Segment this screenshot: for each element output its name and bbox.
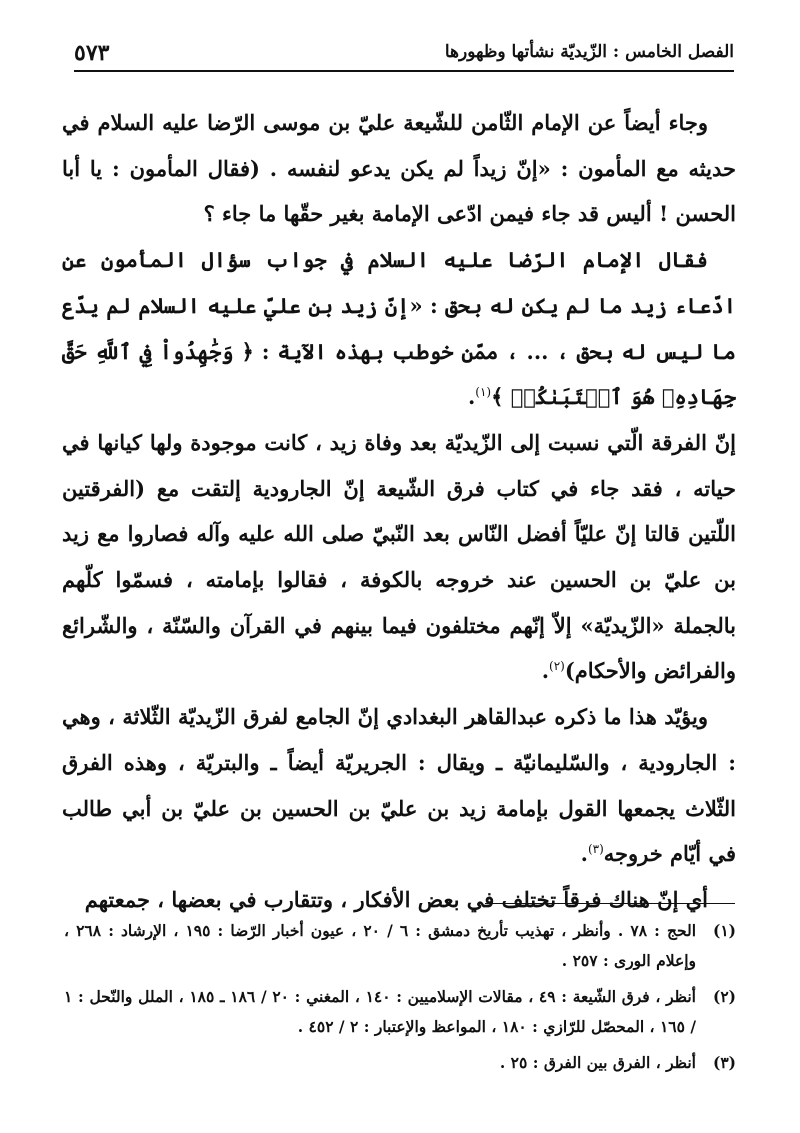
page-number: ٥٧٣ bbox=[74, 40, 110, 66]
paragraph-3-text: إنّ الفرقة الّتي نسبت إلى الزّيديّة بعد وفاة زيد ، كانت موجودة ولها كيانها في حياته ، فقد جاء في كتاب فرق الشّيعة إنّ الجارودية إلتقت مع (الفرقتين اللّتين قالتا إنّ عليّاً أفضل النّاس بعد النّبيّ صلى الله عليه وآله فصاروا مع زيد بن عليّ بن الحسين عند خروجه بالكوفة ، فقالوا بإمامته ، فسمّوا كلّهم بالجملة «الزّيديّة» إلاّ إنّهم مختلفون فيما بينهم في القرآن والسّنّة ، والشّرائع والفرائض والأحكام) bbox=[62, 429, 736, 684]
footnote-text-2: أنظر ، فرق الشّيعة : ٤٩ ، مقالات الإسلاميين : ١٤٠ ، المغني : ٢٠ / ١٨٦ ـ ١٨٥ ، الملل والنّحل : ١ / ١٦٥ ، المحصّل للرّازي : ١٨٠ ، المواعظ والإعتبار : ٢ / ٤٥٢ . bbox=[64, 987, 696, 1036]
footnote-ref-1[interactable]: (١) bbox=[475, 385, 492, 400]
footnote-number-3: (٣) bbox=[712, 1053, 736, 1072]
footnotes bbox=[64, 916, 736, 1084]
footnote-1 bbox=[64, 916, 736, 976]
footnote-ref-2[interactable]: (٢) bbox=[549, 659, 565, 674]
paragraph-2-text: فقال الإمام الرّضا عليه السلام في جواب سؤال المأمون عن ادّعاء زيد ما لم يكن له بحق : «إنّ زيد بن عليّ عليه السلام لم يدّع ما ليس له بحق ، ... ، ممّن خوطب بهذه الآية : ﴿ وَجَٰهِدُواْ فِي ٱللَّهِ حَقَّ جِهَادِهِۦ هُوَ ٱجۡتَبَىٰكُمۡ ﴾ bbox=[62, 247, 736, 410]
footnote-separator bbox=[485, 903, 735, 904]
header-rule bbox=[74, 70, 734, 72]
footnote-number-1: (١) bbox=[712, 921, 736, 940]
paragraph-2: فقال الإمام الرّضا عليه السلام في جواب سؤال المأمون عن ادّعاء زيد ما لم يكن له بحق : «إنّ زيد بن عليّ عليه السلام لم يدّع ما ليس له بحق ، ... ، ممّن خوطب بهذه الآية : ﴿ وَجَٰهِدُواْ فِي ٱللَّهِ حَقَّ جِهَادِهِۦ هُوَ ٱجۡتَبَىٰكُمۡ ﴾$^{(١)}$. bbox=[62, 247, 736, 410]
paragraph-1: وجاء أيضاً عن الإمام الثّامن للشّيعة عليّ بن موسى الرّضا عليه السلام في حديثه مع المأمون : «إنّ زيداً لم يكن يدعو لنفسه . (فقال المأمون : يا أبا الحسن ! أليس قد جاء فيمن ادّعى الإمامة بغير حقّها ما جاء ؟ bbox=[62, 110, 736, 227]
footnote-text-1: الحج : ٧٨ . وأنظر ، تهذيب تأريخ دمشق : ٦ / ٢٠ ، عيون أخبار الرّضا : ١٩٥ ، الإرشاد : ٢٦٨ ، وإعلام الورى : ٢٥٧ . bbox=[64, 921, 697, 970]
footnote-number-2: (٢) bbox=[712, 987, 736, 1006]
running-title: الفصل الخامس : الزّيديّة نشأتها وظهورها bbox=[444, 42, 734, 62]
footnote-text-3: أنظر ، الفرق بين الفرق : ٢٥ . bbox=[499, 1053, 696, 1072]
footnote-ref-3[interactable]: (٣) bbox=[587, 842, 604, 857]
main-text bbox=[62, 100, 736, 923]
paragraph-4: ويؤيّد هذا ما ذكره عبدالقاهر البغدادي إنّ الجامع لفرق الزّيديّة الثّلاثة ، وهي : الجارودية ، والسّليمانيّة ـ ويقال : الجريريّة أيضاً ـ والبتريّة ، وهذه الفرق الثّلاث يجمعها القول بإمامة زيد بن عليّ بن الحسين بن عليّ بن أبي طالب في أيّام خروجه$^{(٣)}$. bbox=[62, 704, 736, 867]
paragraph-3: إنّ الفرقة الّتي نسبت إلى الزّيديّة بعد وفاة زيد ، كانت موجودة ولها كيانها في حياته ، فقد جاء في كتاب فرق الشّيعة إنّ الجارودية إلتقت مع (الفرقتين اللّتين قالتا إنّ عليّاً أفضل النّاس بعد النّبيّ صلى الله عليه وآله فصاروا مع زيد بن عليّ بن الحسين عند خروجه بالكوفة ، فقالوا بإمامته ، فسمّوا كلّهم بالجملة «الزّيديّة» إلاّ إنّهم مختلفون فيما بينهم في القرآن والسّنّة ، والشّرائع والفرائض والأحكام)$^{(٢)}$. bbox=[62, 429, 736, 684]
paragraph-5: أي إنّ هناك فرقاً تختلف في بعض الأفكار ، وتتقارب في بعضها ، جمعتهم bbox=[84, 886, 708, 912]
footnote-3 bbox=[64, 1048, 736, 1078]
footnote-2 bbox=[64, 982, 736, 1042]
page-header bbox=[66, 38, 734, 72]
paragraph-4-text: ويؤيّد هذا ما ذكره عبدالقاهر البغدادي إنّ الجامع لفرق الزّيديّة الثّلاثة ، وهي : الجارودية ، والسّليمانيّة ـ ويقال : الجريريّة أيضاً ـ والبتريّة ، وهذه الفرق الثّلاث يجمعها القول بإمامة زيد بن عليّ بن الحسين بن عليّ بن أبي طالب في أيّام خروجه bbox=[62, 704, 736, 867]
